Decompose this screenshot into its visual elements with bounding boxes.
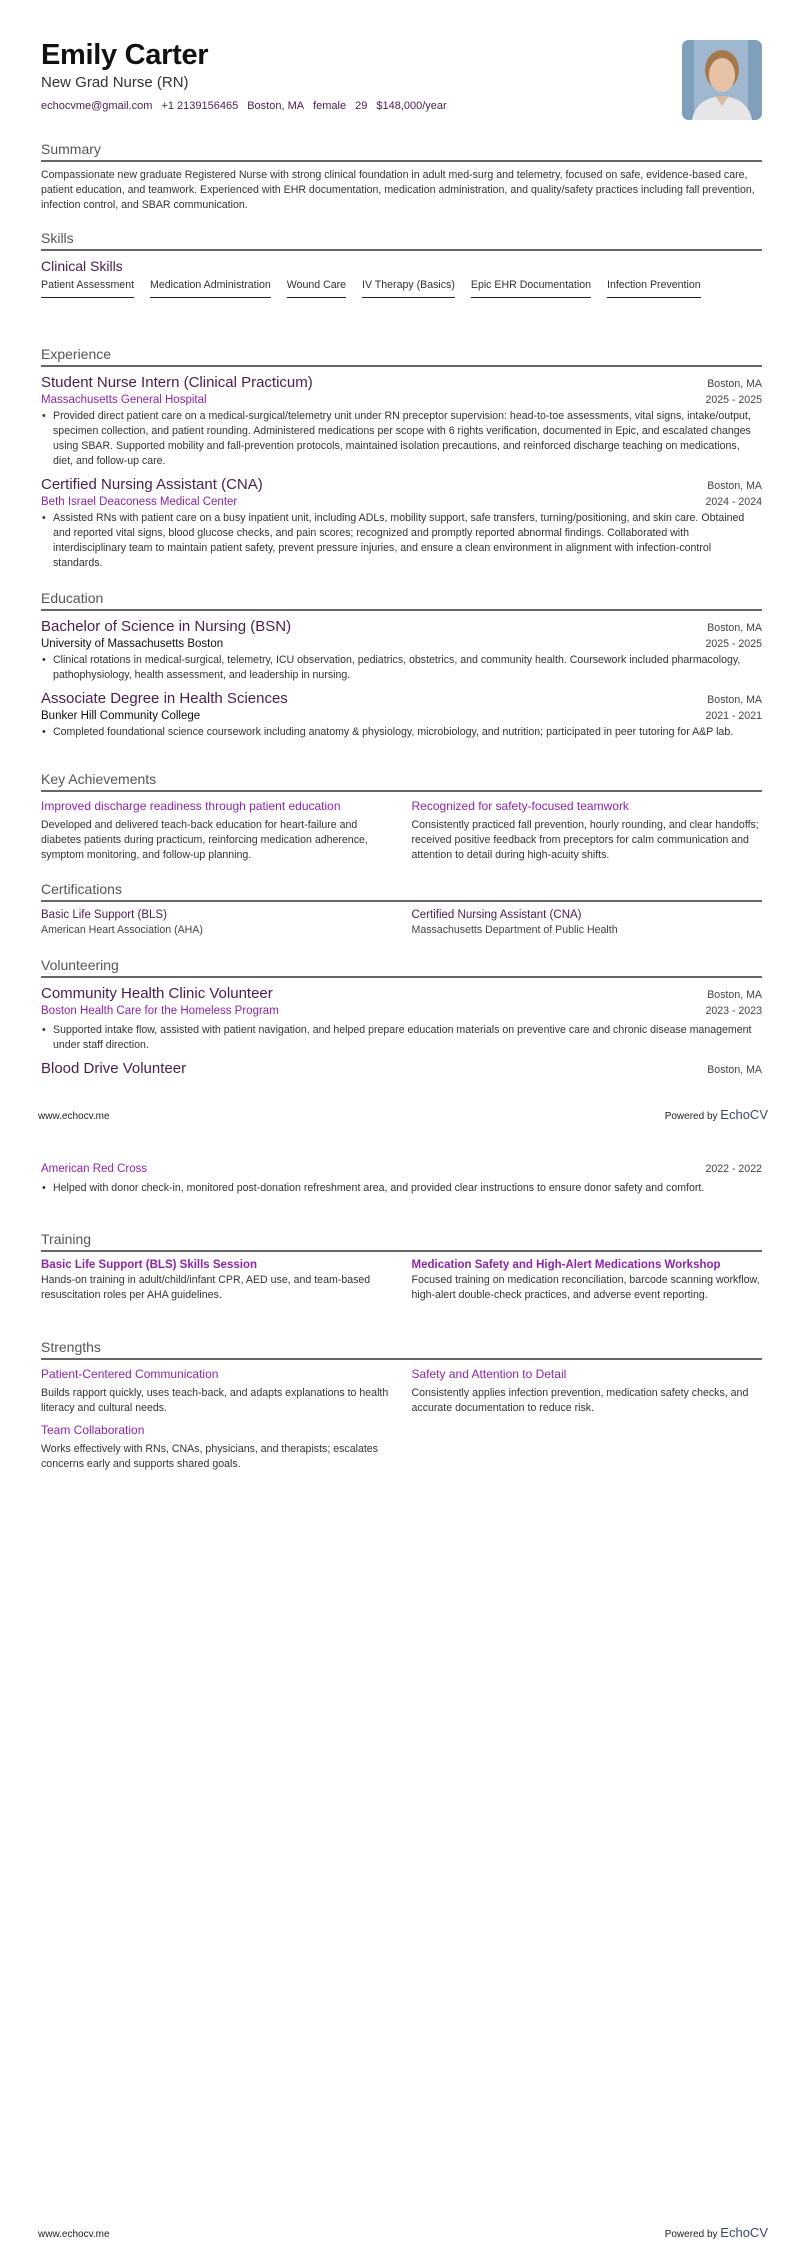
section-title: Certifications [41, 881, 122, 897]
volunteer-entry [41, 984, 762, 1053]
education-section [41, 589, 762, 746]
section-divider [41, 1250, 762, 1252]
powered-by-label: Powered by [664, 1111, 718, 1122]
education-dates: 2025 - 2025 [705, 638, 762, 650]
certifications-section [41, 880, 762, 937]
skill-tag: Medication Administration [150, 279, 271, 298]
strength-text: Consistently applies infection prevention, medication safety checks, and accurate documentation to reduce risk. [411, 1387, 749, 1414]
avatar-icon [682, 40, 762, 120]
certification-issuer: American Heart Association (AHA) [41, 924, 203, 936]
certification-issuer: Massachusetts Department of Public Health [411, 924, 618, 936]
section-divider [41, 160, 762, 162]
skill-group-title: Clinical Skills [41, 258, 123, 274]
contact-info [41, 100, 762, 112]
certification-item [412, 908, 763, 937]
strengths-section [41, 1338, 762, 1472]
achievement-title: Recognized for safety-focused teamwork [411, 799, 629, 813]
volunteering-section [41, 956, 762, 1078]
section-divider [41, 900, 762, 902]
salary: $148,000/year [376, 100, 447, 112]
volunteer-description: • Helped with donor check-in, monitored post-donation refreshment area, and provided clear instructions to ensure donor safety and comfort. [41, 1181, 762, 1196]
resume-header [41, 38, 762, 122]
volunteer-entry-header [41, 1059, 762, 1078]
volunteer-dates: 2022 - 2022 [705, 1163, 762, 1175]
achievement-text: Consistently practiced fall prevention, hourly rounding, and clear handoffs; received positive feedback from preceptors for calm communication and attention to detail during high-acuity shifts. [411, 819, 759, 861]
job-title: Certified Nursing Assistant (CNA) [41, 476, 263, 493]
section-divider [41, 249, 762, 251]
strength-text: Works effectively with RNs, CNAs, physicians, and therapists; escalates concerns early and supports shared goals. [41, 1443, 378, 1470]
strength-item [412, 1366, 763, 1416]
section-divider [41, 976, 762, 978]
job-dates: 2024 - 2024 [705, 496, 762, 508]
certification-title: Basic Life Support (BLS) [41, 909, 167, 921]
certification-item [41, 908, 392, 937]
section-title: Skills [41, 230, 74, 246]
employer: Beth Israel Deaconess Medical Center [41, 496, 238, 508]
strength-title: Patient-Centered Communication [41, 1367, 219, 1381]
summary-text: Compassionate new graduate Registered Nurse with strong clinical foundation in adult med-surg and telemetry, focused on safe, evidence-based care, patient education, and teamwork. Experienced with EHR documentation, medication administration, and quality/safety practices including fall prevention, infection control, and SBAR communication. [41, 169, 755, 211]
achievement-item [412, 798, 763, 863]
training-title: Medication Safety and High-Alert Medications Workshop [411, 1259, 721, 1271]
school: Bunker Hill Community College [41, 710, 201, 722]
education-dates: 2021 - 2021 [705, 710, 762, 722]
job-title: Student Nurse Intern (Clinical Practicum) [41, 374, 313, 391]
volunteer-location: Boston, MA [707, 989, 762, 1001]
achievements-section [41, 770, 762, 863]
education-description: • Completed foundational science coursework including anatomy & physiology, microbiology, and nutrition; participated in peer tutoring for A&P lab. [41, 725, 762, 740]
candidate-name: Emily Carter [41, 39, 209, 71]
footer-website[interactable]: www.echocv.me [38, 2229, 110, 2240]
section-divider [41, 609, 762, 611]
section-divider [41, 365, 762, 367]
volunteer-org: American Red Cross [41, 1163, 148, 1175]
skill-list [41, 279, 762, 298]
section-title: Volunteering [41, 957, 119, 973]
training-text: Hands-on training in adult/child/infant CPR, AED use, and team-based resuscitation roles per AHA guidelines. [41, 1274, 371, 1301]
volunteer-dates: 2023 - 2023 [705, 1005, 762, 1017]
email[interactable]: echocvme@gmail.com [41, 100, 153, 112]
training-item [41, 1258, 392, 1303]
skill-tag: Infection Prevention [607, 279, 701, 298]
training-title: Basic Life Support (BLS) Skills Session [41, 1259, 257, 1271]
training-item [412, 1258, 763, 1303]
brand-logo[interactable]: EchoCV [720, 1107, 768, 1122]
age: 29 [355, 100, 368, 112]
phone[interactable]: +1 2139156465 [161, 100, 239, 112]
education-entry [41, 617, 762, 683]
volunteer-org: Boston Health Care for the Homeless Program [41, 1005, 279, 1017]
certification-title: Certified Nursing Assistant (CNA) [411, 909, 582, 921]
skill-tag: Patient Assessment [41, 279, 134, 298]
achievement-item [41, 798, 392, 863]
achievement-title: Improved discharge readiness through patient education [41, 799, 341, 813]
volunteer-description: • Supported intake flow, assisted with patient navigation, and helped prepare education materials on preventive care and chronic disease management under staff direction. [41, 1023, 762, 1053]
section-divider [41, 790, 762, 792]
section-divider [41, 1358, 762, 1360]
brand-logo[interactable]: EchoCV [720, 2225, 768, 2240]
location: Boston, MA [247, 100, 305, 112]
candidate-role: New Grad Nurse (RN) [41, 74, 189, 91]
powered-by-label: Powered by [664, 2229, 718, 2240]
degree: Bachelor of Science in Nursing (BSN) [41, 618, 292, 635]
footer-powered [665, 1107, 768, 1122]
section-title: Education [41, 590, 104, 606]
school: University of Massachusetts Boston [41, 638, 224, 650]
page-footer [38, 2225, 768, 2240]
strength-title: Team Collaboration [41, 1423, 145, 1437]
strength-item [41, 1366, 392, 1416]
education-description: • Clinical rotations in medical-surgical, telemetry, ICU observation, pediatrics, obstetrics, and community health. Coursework included pharmacology, pathophysiology, health assessment, and leadership in nursing. [41, 653, 762, 683]
skill-tag: IV Therapy (Basics) [362, 279, 455, 298]
section-title: Summary [41, 141, 101, 157]
strength-text: Builds rapport quickly, uses teach-back, and adapts explanations to health literacy and cultural needs. [41, 1387, 389, 1414]
achievement-text: Developed and delivered teach-back education for heart-failure and diabetes patients during practicum, reinforcing medication adherence, symptom monitoring, and follow-up planning. [41, 819, 368, 861]
training-section [41, 1230, 762, 1303]
section-title: Training [41, 1231, 92, 1247]
volunteer-role: Blood Drive Volunteer [41, 1060, 187, 1077]
strength-title: Safety and Attention to Detail [411, 1367, 567, 1381]
skills-section [41, 229, 762, 298]
volunteer-role: Community Health Clinic Volunteer [41, 985, 273, 1002]
volunteering-continued [41, 1161, 762, 1196]
gender: female [313, 100, 347, 112]
skill-tag: Wound Care [287, 279, 346, 298]
experience-entry [41, 475, 762, 571]
job-dates: 2025 - 2025 [705, 394, 762, 406]
volunteer-location: Boston, MA [707, 1064, 762, 1076]
page-footer [38, 1107, 768, 1122]
job-description: • Provided direct patient care on a medical-surgical/telemetry unit under RN preceptor supervision: head-to-toe assessments, vital signs, intake/output, specimen collection, and patient rounding. Administered medications per scope with 6 rights verification, documented in Epic, and escalated changes using SBAR. Supported mobility and fall-prevention protocols, maintained isolation precautions, and reinforced discharge teaching on medications, diet, and follow-up care. [41, 409, 762, 469]
employer: Massachusetts General Hospital [41, 394, 207, 406]
section-title: Key Achievements [41, 771, 157, 787]
education-entry [41, 689, 762, 740]
skill-tag: Epic EHR Documentation [471, 279, 591, 298]
job-location: Boston, MA [707, 378, 762, 390]
school-location: Boston, MA [707, 694, 762, 706]
profile-photo [682, 40, 762, 120]
experience-entry [41, 373, 762, 469]
section-title: Experience [41, 346, 112, 362]
experience-section [41, 345, 762, 577]
job-location: Boston, MA [707, 480, 762, 492]
training-text: Focused training on medication reconciliation, barcode scanning workflow, high-alert double-check practices, and adverse event reporting. [411, 1274, 760, 1301]
job-description: • Assisted RNs with patient care on a busy inpatient unit, including ADLs, mobility support, safe transfers, turning/positioning, and skin care. Obtained and reported vital signs, blood glucose checks, and pain scores; recognized and promptly reported abnormal findings. Collaborated with interdisciplinary team to maintain patient safety, prevent pressure injuries, and ensure a clean environment in alignment with infection-control standards. [41, 511, 762, 571]
school-location: Boston, MA [707, 622, 762, 634]
summary-section [41, 140, 762, 213]
footer-powered [665, 2225, 768, 2240]
degree: Associate Degree in Health Sciences [41, 690, 288, 707]
strength-item [41, 1422, 392, 1472]
footer-website[interactable]: www.echocv.me [38, 1111, 110, 1122]
section-title: Strengths [41, 1339, 101, 1355]
